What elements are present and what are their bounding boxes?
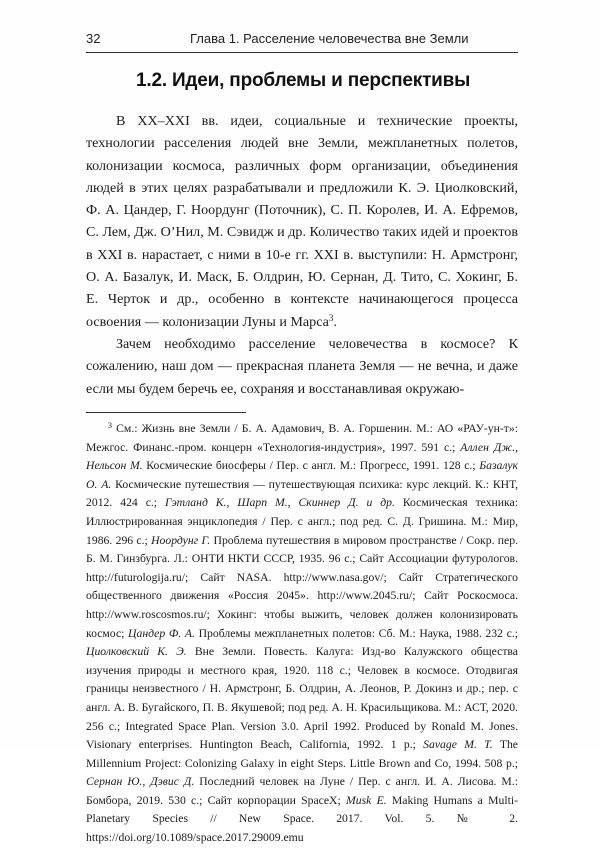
- footnote-marker: 3: [108, 421, 112, 430]
- footnote-author: Циолковский К. Э.: [86, 645, 187, 659]
- footnote-text: Последний человек на Луне / Пер. с англ. И. А. Лисова. М.: Бомбора, 2019. 530 с.; Сайт корпорации SpaceX;: [86, 775, 518, 807]
- header-divider: [86, 52, 518, 53]
- chapter-title: Глава 1. Расселение человечества вне Земли: [190, 31, 469, 46]
- footnote-author: Гэтланд К., Шарп М., Скиннер Д. и др.: [164, 496, 395, 510]
- footnote-author: Ноордунг Г.: [151, 533, 211, 547]
- footnote-author: Базалук О. А.: [86, 459, 518, 491]
- footnote: [86, 420, 518, 848]
- footnote-text: Проблема путешествия в мировом пространстве / Сокр. пер. Б. М. Гинзбурга. Л.: ОНТИ НКТИ СССР, 1935. 96 с.; Сайт Ассоциации футурологов. http://futurologija.ru/; Сайт NASA. http://www.nasa.gov/; Сайт Стратегического общественного движения «Россия 2045». http://www.2045.ru/; Сайт Роскосмоса. http://www.roscosmos.ru/; Хокинг: чтобы выжить, человек должен колонизировать космос;: [86, 533, 518, 640]
- paragraph-2-text: Зачем необходимо расселение человечества в космосе? К сожалению, наш дом — прекрасная планета Земля — не вечна, и даже если мы будем беречь ее, сохраняя и восстанавливая окружаю-: [86, 335, 518, 397]
- footnote-text: Жизнь вне Земли / Б. А. Адамович, В. А. Горшенин. М.: АО «РАУ-ун-т»: Межгос. Финанс.-пром. концерн «Технология-индустрия», 1997. 591 с.;: [86, 422, 518, 454]
- paragraph-1-text: В XX–XXI вв. идеи, социальные и технические проекты, технологии расселения людей вне Земли, межпланетных полетов, колонизации космоса, различных форм организации, объединения людей в этих целях разрабатывали и предложили К. Э. Циолковский, Ф. А. Цандер, Г. Ноордунг (Поточник), С. П. Королев, И. А. Ефремов, С. Лем, Дж. О’Нил, М. Сэвидж и др. Количество таких идей и проектов в XXI в. нарастает, с ними в 10-е гг. XXI в. выступили: Н. Армстронг, О. А. Базалук, И. Маск, Б. Олдрин, Ю. Сернан, Д. Тито, С. Хокинг, Б. Е. Черток и др., особенно в контексте начинающегося процесса освоения — колонизации Луны и Марса: [86, 113, 518, 330]
- footnote-divider: [86, 412, 246, 413]
- section-title: 1.2. Идеи, проблемы и перспективы: [136, 70, 471, 91]
- footnote-text: Проблемы межпланетных полетов: Сб. М.: Наука, 1988. 232 с.;: [194, 626, 518, 640]
- paragraph-1: [86, 110, 518, 333]
- footnote-ref: 3: [328, 312, 334, 323]
- footnote-author: Сернан Ю., Дэвис Д.: [86, 775, 195, 789]
- footnote-text: Космические биосферы / Пер. с англ. М.: Прогресс, 1991. 128 с.;: [142, 459, 480, 473]
- footnote-author: Savage M. T.: [423, 738, 493, 752]
- footnote-paragraph: [86, 420, 518, 848]
- footnote-text: The Millennium Project: Colonizing Galaxy in eight Steps. Little Brown and Co, 1994. 508 p.;: [86, 738, 518, 770]
- footnote-text: Космическая техника: Иллюстрированная энциклопедия / Пер. с англ.; под ред. С. Д. Гришина. М.: Мир, 1986. 296 с.;: [86, 496, 518, 547]
- body-text: [86, 110, 518, 400]
- paragraph-1-end: .: [333, 313, 337, 330]
- page-number: 32: [86, 31, 101, 46]
- footnote-text: Космические путешествия — путешествующая психика: курс лекций. К.: КНТ, 2012. 424 с.;: [86, 477, 518, 510]
- paragraph-2: [86, 333, 518, 400]
- footnote-author: Аллен Дж., Нельсон М.: [86, 440, 518, 473]
- footnote-text: См.:: [112, 422, 142, 435]
- footnote-author: Musk E.: [346, 793, 387, 807]
- footnote-text: Making Humans a Multi-Planetary Species // New Space. 2017. Vol. 5. № 2. https://doi.org/10.1089/space.2017.29009.emu: [86, 793, 518, 845]
- footnote-author: Цандер Ф. А.: [128, 626, 195, 640]
- footnote-text: Вне Земли. Повесть. Калуга: Изд-во Калужского общества изучения природы и местного края, 1920. 118 с.; Человек в космосе. Отодвигая границы неизвестного / Н. Армстронг, Б. Олдрин, А. Леонов, Р. Докинз и др.; пер. с англ. А. В. Бугайского, П. В. Якушевой; под ред. А. Н. Красильщикова. М.: АСТ, 2020. 256 с.; Integrated Space Plan. Version 3.0. April 1992. Produced by Ronald M. Jones. Visionary enterprises. Huntington Beach, California, 1992. 1 p.;: [86, 645, 518, 752]
